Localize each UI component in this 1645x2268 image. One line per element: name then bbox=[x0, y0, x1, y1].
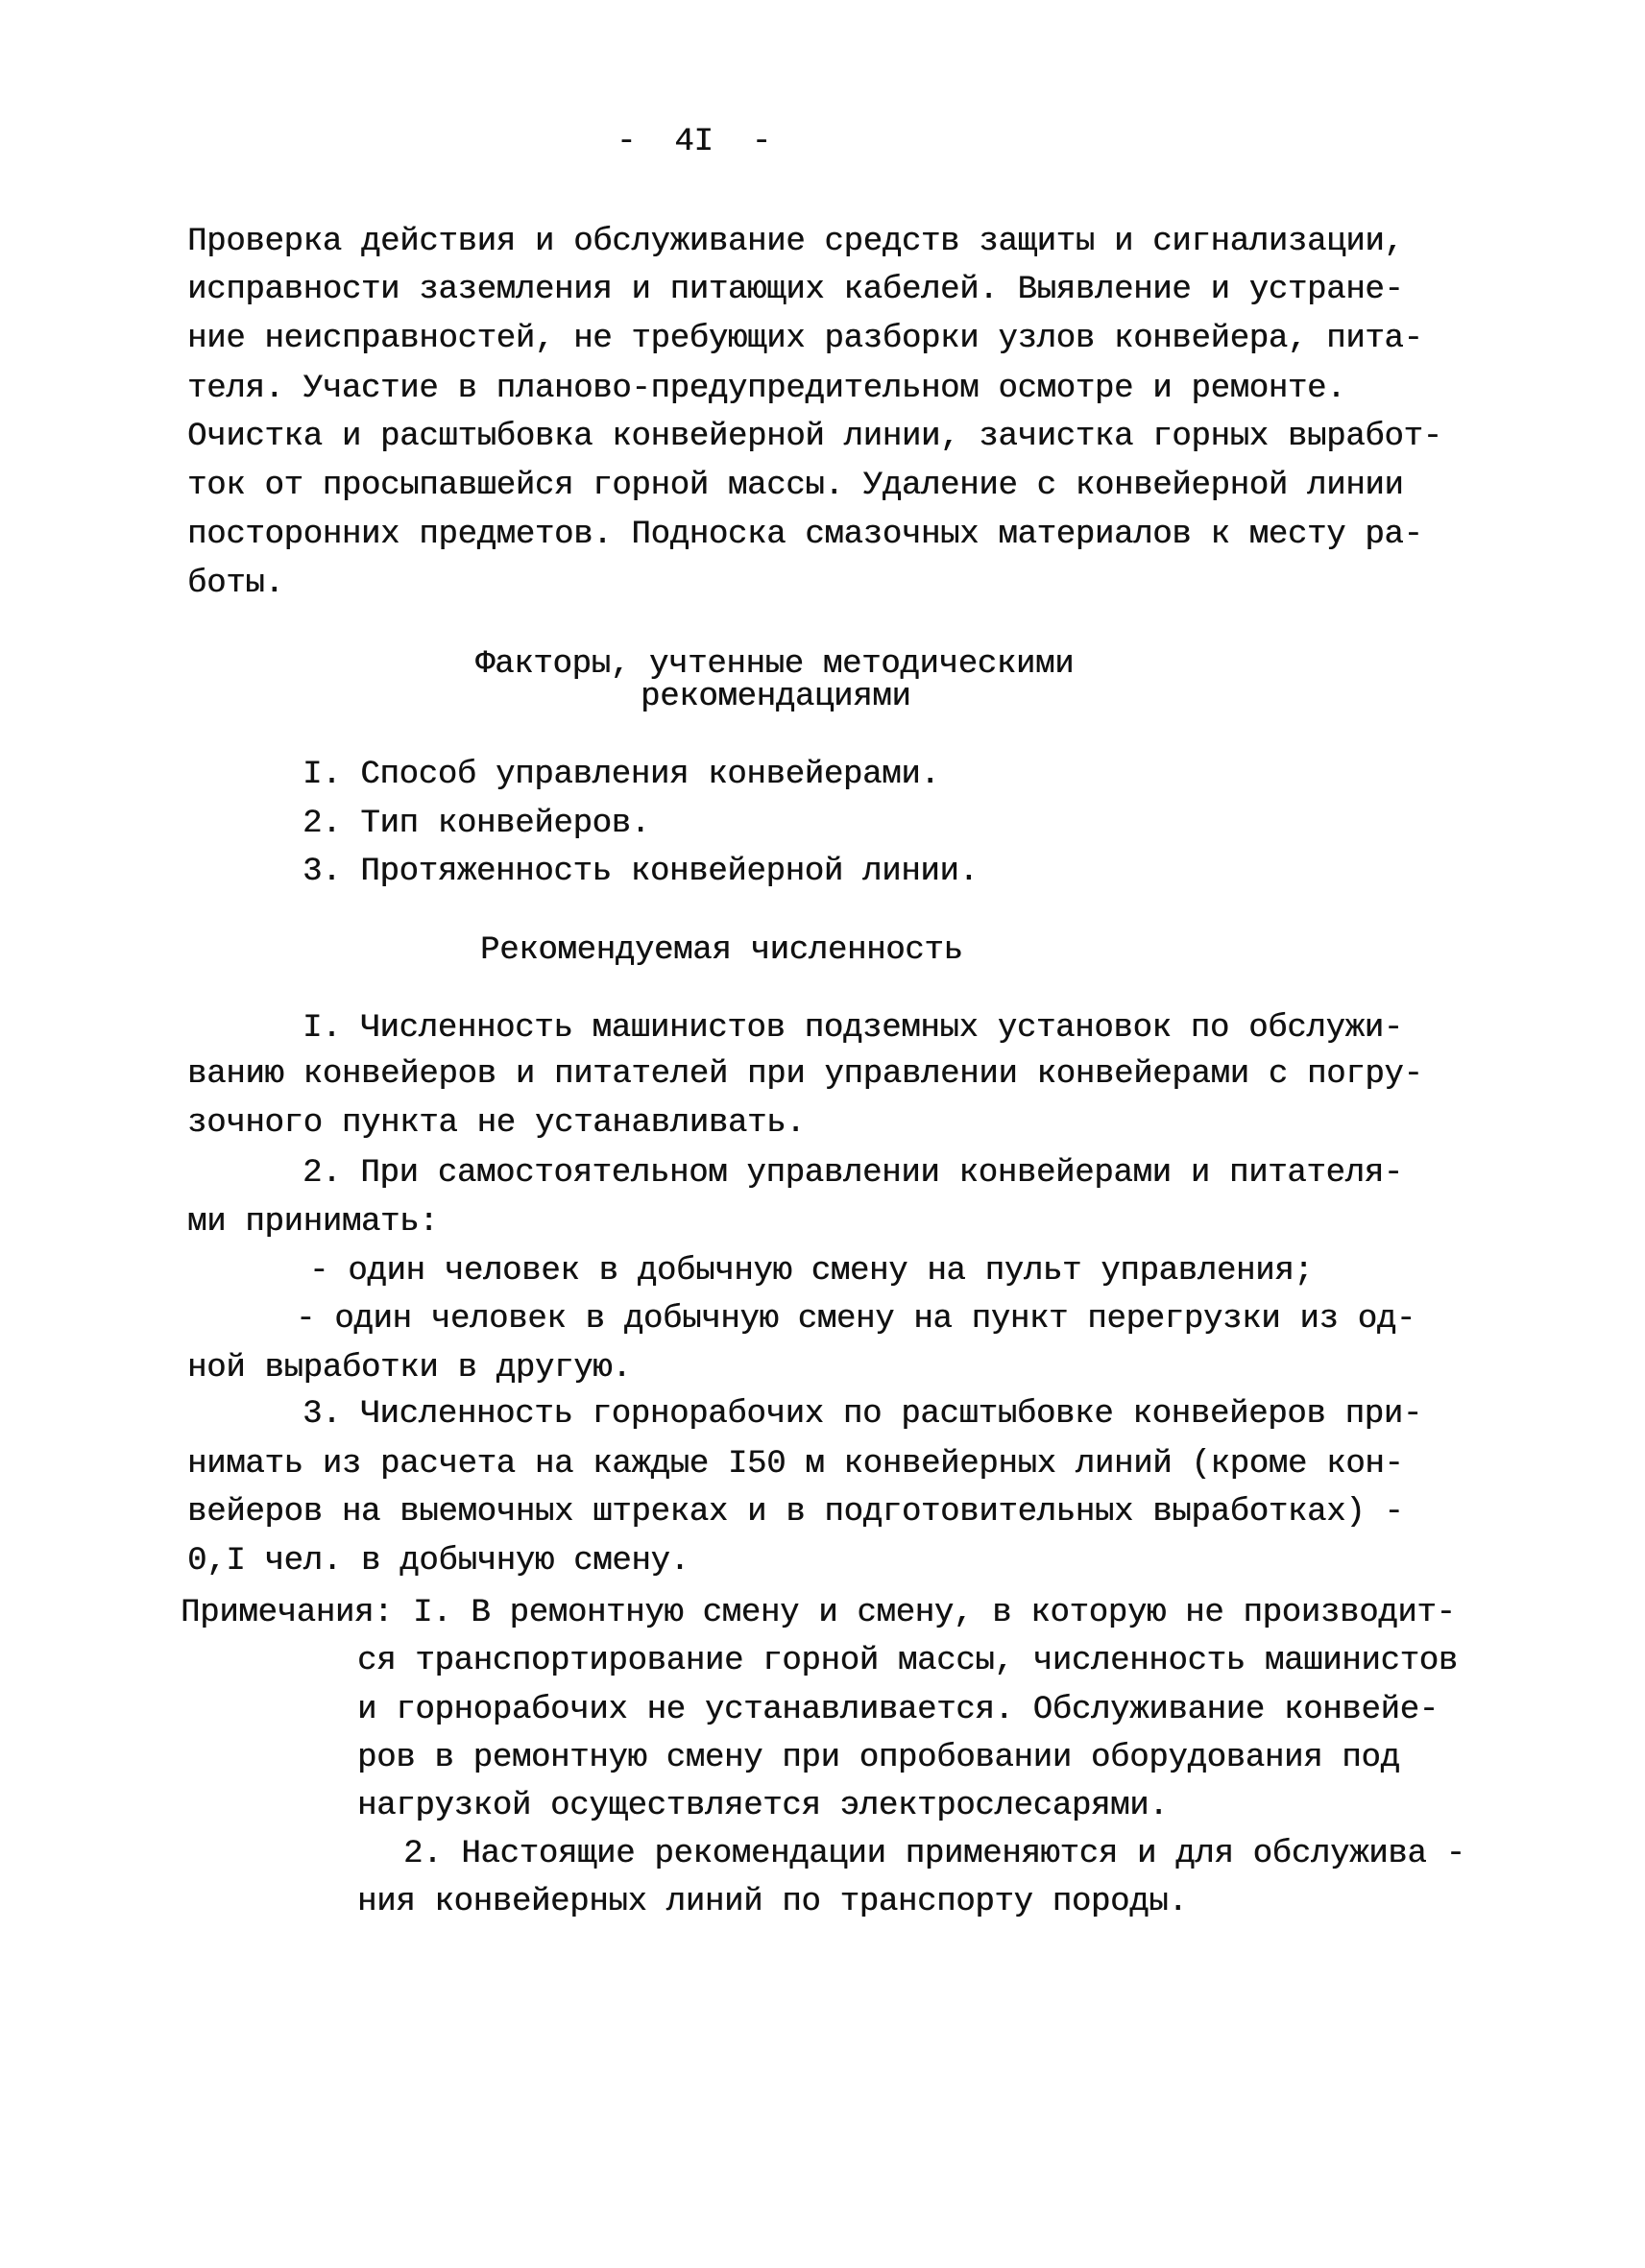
page-number: - 4I - bbox=[617, 124, 771, 160]
note-line: и горнорабочих не устанавливается. Обслуживание конвейе- bbox=[357, 1692, 1439, 1728]
note-line: ров в ремонтную смену при опробовании оборудования под bbox=[357, 1740, 1400, 1776]
text-line: - один человек в добычную смену на пункт перегрузки из од- bbox=[296, 1301, 1415, 1338]
text-line: 2. При самостоятельном управлении конвейерами и питателя- bbox=[302, 1155, 1403, 1192]
text-line: 3. Численность горнорабочих по расштыбовке конвейеров при- bbox=[302, 1396, 1422, 1433]
section-heading: рекомендациями bbox=[641, 679, 911, 715]
text-line: посторонних предметов. Подноска смазочных материалов к месту ра- bbox=[187, 517, 1423, 553]
section-heading: Факторы, учтенные методическими bbox=[475, 646, 1075, 683]
text-line: ванию конвейеров и питателей при управлении конвейерами с погру- bbox=[187, 1056, 1423, 1093]
notes-label: Примечания: bbox=[181, 1595, 394, 1631]
text-line: нимать из расчета на каждые I50 м конвейерных линий (кроме кон- bbox=[187, 1446, 1404, 1483]
list-item: 3. Протяженность конвейерной линии. bbox=[302, 854, 979, 890]
text-line: теля. Участие в планово-предупредительном осмотре и ремонте. bbox=[187, 371, 1346, 407]
text-line: - один человек в добычную смену на пульт управления; bbox=[309, 1253, 1314, 1290]
text-line: Очистка и расштыбовка конвейерной линии, зачистка горных выработ- bbox=[187, 419, 1442, 455]
text-line: исправности заземления и питающих кабелей. Выявление и устране- bbox=[187, 272, 1404, 308]
note-line: нагрузкой осуществляется электрослесарями. bbox=[357, 1788, 1169, 1824]
list-item: 2. Тип конвейеров. bbox=[302, 806, 650, 842]
text-line: ние неисправностей, не требующих разборки узлов конвейера, пита- bbox=[187, 321, 1423, 357]
text-line: вейеров на выемочных штреках и в подготовительных выработках) - bbox=[187, 1494, 1404, 1531]
text-line: ток от просыпавшейся горной массы. Удаление с конвейерной линии bbox=[187, 468, 1404, 504]
text-line: ной выработки в другую. bbox=[187, 1350, 632, 1387]
section-heading: Рекомендуемая численность bbox=[480, 932, 963, 969]
text-line: боты. bbox=[187, 566, 284, 602]
note-line: ся транспортирование горной массы, численность машинистов bbox=[357, 1643, 1458, 1679]
text-line: I. Численность машинистов подземных установок по обслужи- bbox=[302, 1010, 1403, 1047]
note-line: ния конвейерных линий по транспорту породы. bbox=[357, 1884, 1188, 1920]
note-line: 2. Настоящие рекомендации применяются и для обслужива - bbox=[403, 1836, 1465, 1872]
text-line: зочного пункта не устанавливать. bbox=[187, 1105, 806, 1142]
list-item: I. Способ управления конвейерами. bbox=[302, 757, 940, 793]
text-line: Проверка действия и обслуживание средств защиты и сигнализации, bbox=[187, 224, 1404, 260]
note-line: I. В ремонтную смену и смену, в которую не производит- bbox=[413, 1595, 1456, 1631]
text-line: ми принимать: bbox=[187, 1204, 439, 1241]
text-line: 0,I чел. в добычную смену. bbox=[187, 1543, 689, 1580]
